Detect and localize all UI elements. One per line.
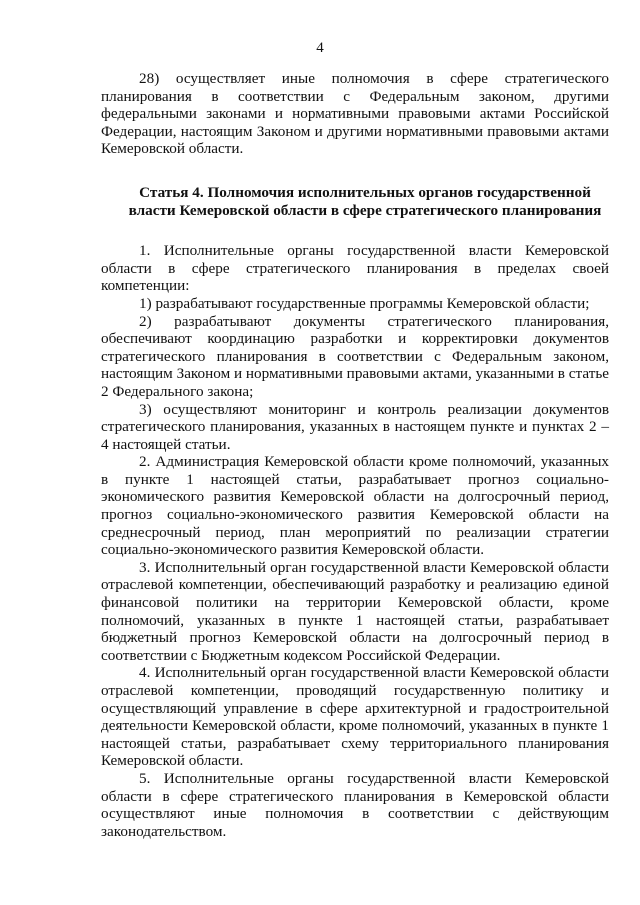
paragraph-1-item-1: 1) разрабатывают государственные программы Кемеровской области;	[139, 294, 590, 312]
paragraph-5: 5. Исполнительные органы государственной власти Кемеровской области в сфере стратегического планирования в Кемеровской области осуществляют иные полномочия в соответствии с действующим законодательством.	[101, 769, 609, 840]
page-number: 4	[316, 40, 324, 56]
paragraph-3: 3. Исполнительный орган государственной власти Кемеровской области отраслевой компетенции, обеспечивающий разработку и реализацию единой финансовой политики на территории Кемеровской области, кроме полномочий, указанных в пункте 1 настоящей статьи, разрабатывает бюджетный прогноз Кемеровской области на долгосрочный период в соответствии с Бюджетным кодексом Российской Федерации.	[101, 558, 609, 664]
paragraph-4: 4. Исполнительный орган государственной власти Кемеровской области отраслевой компетенции, проводящий государственную политику и осуществляющий управление в сфере архитектурной и градостроительной деятельности Кемеровской области, кроме полномочий, указанных в пункте 1 настоящей статьи, разрабатывает схему территориального планирования Кемеровской области.	[101, 664, 609, 770]
paragraph-1-item-2: 2) разрабатывают документы стратегического планирования, обеспечивают координацию разработки и корректировки документов стратегического планирования в соответствии с Федеральным законом, настоящим Законом и нормативными правовыми актами, указанными в статье 2 Федерального закона;	[101, 312, 609, 400]
paragraph-1-item-3: 3) осуществляют мониторинг и контроль реализации документов стратегического планирования, указанных в настоящем пункте и пунктах 2 – 4 настоящей статьи.	[101, 400, 609, 453]
paragraph-2: 2. Администрация Кемеровской области кроме полномочий, указанных в пункте 1 настоящей статьи, разрабатывает прогноз социально-экономического развития Кемеровской области на долгосрочный период, прогноз социально-экономического развития Кемеровской области на среднесрочный период, план мероприятий по реализации стратегии социально-экономического развития Кемеровской области.	[101, 453, 609, 559]
document-body	[101, 70, 609, 840]
paragraph-item-28: 28) осуществляет иные полномочия в сфере стратегического планирования в соответствии с Федеральным законом, другими федеральными законами и нормативными правовыми актами Российской Федерации, настоящим Законом и другими нормативными правовыми актами Кемеровской области.	[101, 70, 609, 158]
article-title: Статья 4. Полномочия исполнительных органов государственной власти Кемеровской области в сфере стратегического планирования	[128, 183, 602, 219]
paragraph-1: 1. Исполнительные органы государственной власти Кемеровской области в сфере стратегического планирования в пределах своей компетенции:	[101, 242, 609, 295]
